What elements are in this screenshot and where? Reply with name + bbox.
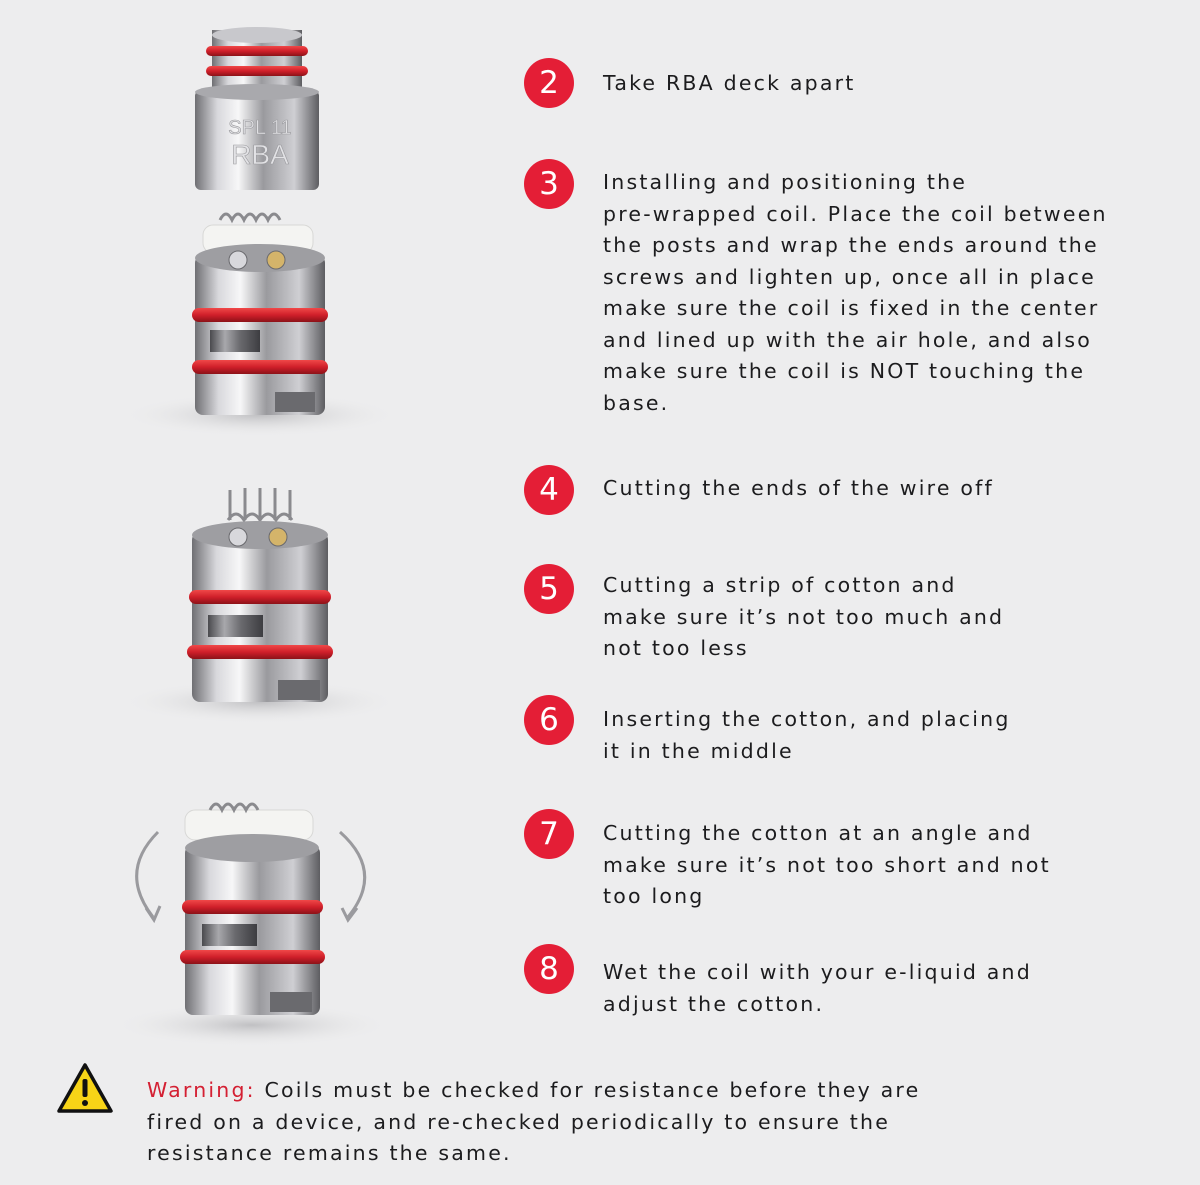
step-3-text: Installing and positioning the pre-wrapped coil. Place the coil between the posts and wrap the ends around the screws and lighten up, once all in place make sure the coil is fixed in the center and lined up with the air hole, and also make sure the coil is NOT touching the base. bbox=[603, 170, 1108, 415]
cap-engraving-line2: RBA bbox=[231, 139, 289, 170]
step-6-number-badge: 6 bbox=[524, 695, 574, 745]
step-8-text: Wet the coil with your e-liquid and adjust the cotton. bbox=[603, 960, 1032, 1016]
step-7-text: Cutting the cotton at an angle and make sure it’s not too short and not too long bbox=[603, 821, 1051, 908]
warning-label: Warning: bbox=[147, 1078, 256, 1102]
step-2-number-badge: 2 bbox=[524, 58, 574, 108]
step-6-text: Inserting the cotton, and placing it in the middle bbox=[603, 707, 1011, 763]
warning-body: Coils must be checked for resistance before they are fired on a device, and re-checked periodically to ensure the resistance remains the same. bbox=[147, 1078, 921, 1165]
step-4-number-badge: 4 bbox=[524, 465, 574, 515]
step-5-number-badge: 5 bbox=[524, 564, 574, 614]
step-7-number-badge: 7 bbox=[524, 809, 574, 859]
step-5-text: Cutting a strip of cotton and make sure it’s not too much and not too less bbox=[603, 573, 1005, 660]
step-2-text: Take RBA deck apart bbox=[603, 71, 856, 95]
step-8-number-badge: 8 bbox=[524, 944, 574, 994]
step-3-number-badge: 3 bbox=[524, 159, 574, 209]
warning-icon bbox=[56, 1062, 114, 1114]
cap-engraving-line1: SPL 11 bbox=[228, 117, 292, 139]
warning-message bbox=[147, 1075, 1167, 1170]
step-4-text: Cutting the ends of the wire off bbox=[603, 476, 994, 500]
